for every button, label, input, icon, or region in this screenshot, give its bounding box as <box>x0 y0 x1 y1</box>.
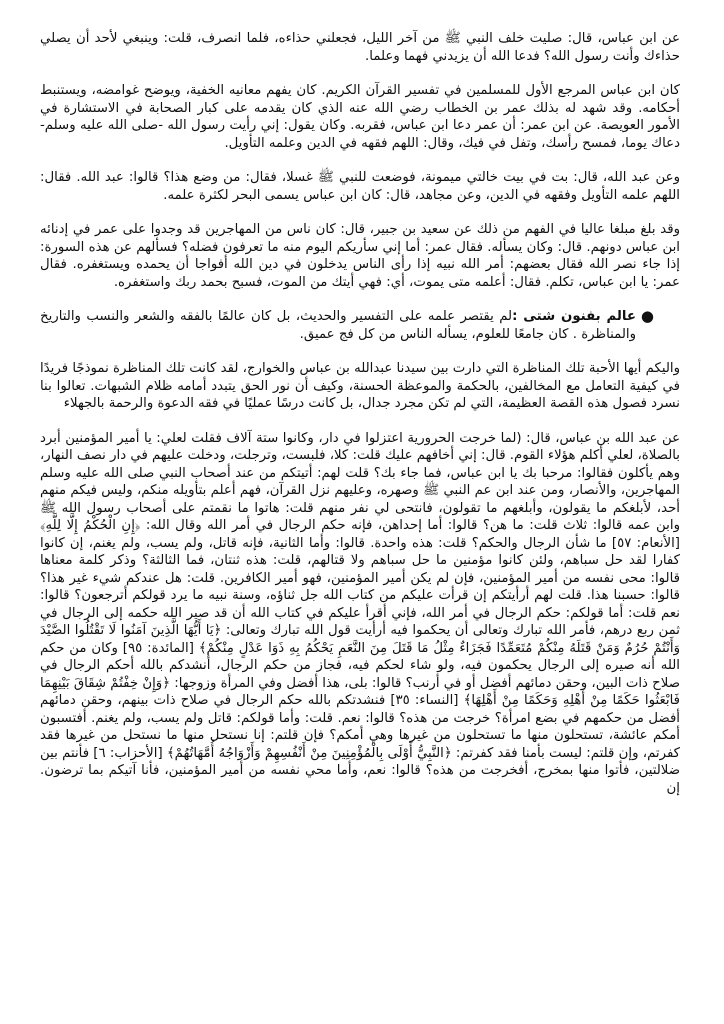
paragraph-debate-intro: واليكم أيها الأحبة تلك المناظرة التي دارت بين سيدنا عبدالله بن عباس والخوارج، لقد كانت تلك المناظرة نموذجًا فريدًا في كيفية التعامل مع المخالفين، بالحكمة والموعظة الحسنة، وكيف أن نور الحق يتبدد أمامه ظلام الشبهات. تعالوا بنا نسرد فصول هذه القصة العظيمة، التي لم تكن مجرد جدال، بل كانت درسًا عمليًا في فقه الدعوة والرحمة بالجهلاء <box>40 361 680 411</box>
paragraph-maymuna-hadith: وعن عبد الله، قال: بت في بيت خالتي ميمونة، فوضعت للنبي ﷺ غسلا، فقال: من وضع هذا؟ قالوا: عبد الله. فقال: اللهم علمه التأويل وفقهه في الدين، وعن مجاهد، قال: كان ابن عباس يسمى البحر لكثرة علمه. <box>40 170 680 203</box>
bullet-text <box>40 308 636 343</box>
bullet-body: لم يقتصر علمه على التفسير والحديث، بل كان عالمًا بالفقه والشعر والنسب والتاريخ والمناظرة . كان جامعًا للعلوم، يسأله الناس من كل فج عميق. <box>40 309 636 342</box>
paragraph-surat-nasr: وقد بلغ مبلغا عاليا في الفهم من ذلك عن سعيد بن جبير، قال: كان ناس من المهاجرين قد وجدوا على عمر في إدنائه ابن عباس دونهم. قال: وكان يسأله. فقال عمر: أما إني سأريكم اليوم منه ما تعرفون فضله؟ فسألهم عن هذه السورة: إذا جاء نصر الله فقال بعضهم: أمر الله نبيه إذا رأى الناس يدخلون في دين الله أفواجا أن يحمده ويستغفره. فقال عمر: يا ابن عباس، تكلم. فقال: أعلمه متى يموت، أي: فهي أيتك من الموت، فسبح بحمد ربك واستغفره. <box>40 222 680 290</box>
paragraph-tafsir-reference: كان ابن عباس المرجع الأول للمسلمين في تفسير القرآن الكريم. كان يفهم معانيه الخفية، ويوضح غوامضه، ويستنبط أحكامه. وقد شهد له بذلك عمر بن الخطاب رضي الله عنه الذي كان يقدمه على كبار الصحابة في الاستشارة في الأمور العويصة. عن ابن عمر: أن عمر دعا ابن عباس، فقربه. وكان يقول: إني رأيت رسول الله -صلى الله عليه وسلم- دعاك يوما، فمسح رأسك، وتفل في فيك، وقال: اللهم فقهه في الدين وعلمه التأويل. <box>40 83 680 151</box>
paragraph-prayer-hadith: عن ابن عباس، قال: صليت خلف النبي ﷺ من آخر الليل، فجعلني حذاءه، فلما انصرف، قلت: وينبغي لأحد أن يصلي حذاءك وأنت رسول الله؟ فدعا الله أن يزيدني فهما وعلما. <box>40 31 680 64</box>
paragraph-debate-narration: عن عبد الله بن عباس، قال: (لما خرجت الحرورية اعتزلوا في دار، وكانوا ستة آلاف فقلت لعلي: يا أمير المؤمنين أبرد بالصلاة، لعلي أكلم هؤلاء القوم. قال: إني أخافهم عليك قلت: كلا، فلبست، وترجلت، ودخلت عليهم في دار نصف النهار، وهم يأكلون فقالوا: مرحبا بك يا ابن عباس، فما جاء بك؟ قلت لهم: أتيتكم من عند أصحاب النبي صلى الله عليه وسلم المهاجرين، والأنصار، ومن عند ابن عم النبي ﷺ وصهره، وعليهم نزل القرآن، فهم أعلم بتأويله منكم، وليس فيكم منهم أحد، لأبلغكم ما يقولون، وأبلغهم ما تقولون، فانتحى لي نفر منهم قلت: هاتوا ما نقمتم على أصحاب رسول الله ﷺ وابن عمه قالوا: ثلاث قلت: ما هن؟ قالوا: أما إحداهن، فإنه حكم الرجال في أمر الله وقال الله: ﴿إِنِ الْحُكْمُ إِلَّا لِلَّهِ﴾ [الأنعام: ٥٧] ما شأن الرجال والحكم؟ قلت: هذه واحدة. قالوا: وأما الثانية، فإنه قاتل، ولم يسب، ولم يغنم، إن كانوا كفارا لقد حل سباهم، ولئن كانوا مؤمنين ما حل سباهم ولا قتالهم، قلت: هذه ثنتان، فما الثالثة؟ وذكر كلمة معناها قالوا: محى نفسه من أمير المؤمنين، فإن لم يكن أمير المؤمنين، فهو أمير الكافرين. قلت: هل عندكم شيء غير هذا؟ قالوا: حسبنا هذا. قلت لهم أرأيتكم إن قرأت عليكم من كتاب الله جل ثناؤه، وسنة نبيه ما يرد قولكم أترجعون؟ قالوا: نعم قلت: أما قولكم: حكم الرجال في أمر الله، فإني أقرأ عليكم في كتاب الله أن قد صير الله حكمه إلى الرجال في ثمن ربع درهم، فأمر الله تبارك وتعالى أن يحكموا فيه أرأيت قول الله تبارك وتعالى: ﴿يَا أَيُّهَا الَّذِينَ آمَنُوا لَا تَقْتُلُوا الصَّيْدَ وَأَنْتُمْ حُرُمٌ وَمَنْ قَتَلَهُ مِنْكُمْ مُتَعَمِّدًا فَجَزَاءٌ مِثْلُ مَا قَتَلَ مِنَ النَّعَمِ يَحْكُمُ بِهِ ذَوَا عَدْلٍ مِنْكُمْ﴾ [المائدة: ٩٥] وكان من حكم الله أنه صيره إلى الرجال يحكمون فيه، ولو شاء لحكم فيه، فجاز من حكم الرجال، أنشدكم بالله أحكم الرجال في صلاح ذات البين، وحقن دمائهم أفضل أو في أرنب؟ قالوا: بلى، هذا أفضل وفي المرأة وزوجها: ﴿وَإِنْ خِفْتُمْ شِقَاقَ بَيْنِهِمَا فَابْعَثُوا حَكَمًا مِنْ أَهْلِهِ وَحَكَمًا مِنْ أَهْلِهَا﴾ [النساء: ٣٥] فنشدتكم بالله حكم الرجال في صلاح ذات بينهم، وحقن دمائهم أفضل من حكمهم في بضع امرأة؟ خرجت من هذه؟ قالوا: نعم. قلت: وأما قولكم: قاتل ولم يسب، ولم يغنم. أفتسبون أمكم عائشة، تستحلون منها ما تستحلون من غيرها وهي أمكم؟ فإن قلتم: إنا نستحل منها ما نستحل من غيرها فقد كفرتم، وإن قلتم: ليست بأمنا فقد كفرتم: ﴿النَّبِيُّ أَوْلَى بِالْمُؤْمِنِينَ مِنْ أَنْفُسِهِمْ وَأَزْوَاجُهُ أُمَّهَاتُهُمْ﴾ [الأحزاب: ٦] فأنتم بين ضلالتين، فأتوا منها بمخرج، أفخرجت من هذه؟ قالوا: نعم، وأما محي نفسه من أمير المؤمنين، فأنا آتيكم بما ترضون. إن <box>40 430 681 796</box>
bullet-heading: عالم بفنون شتى : <box>512 309 636 324</box>
bullet-item-various-sciences <box>40 308 680 343</box>
bullet-icon: ● <box>640 307 654 325</box>
